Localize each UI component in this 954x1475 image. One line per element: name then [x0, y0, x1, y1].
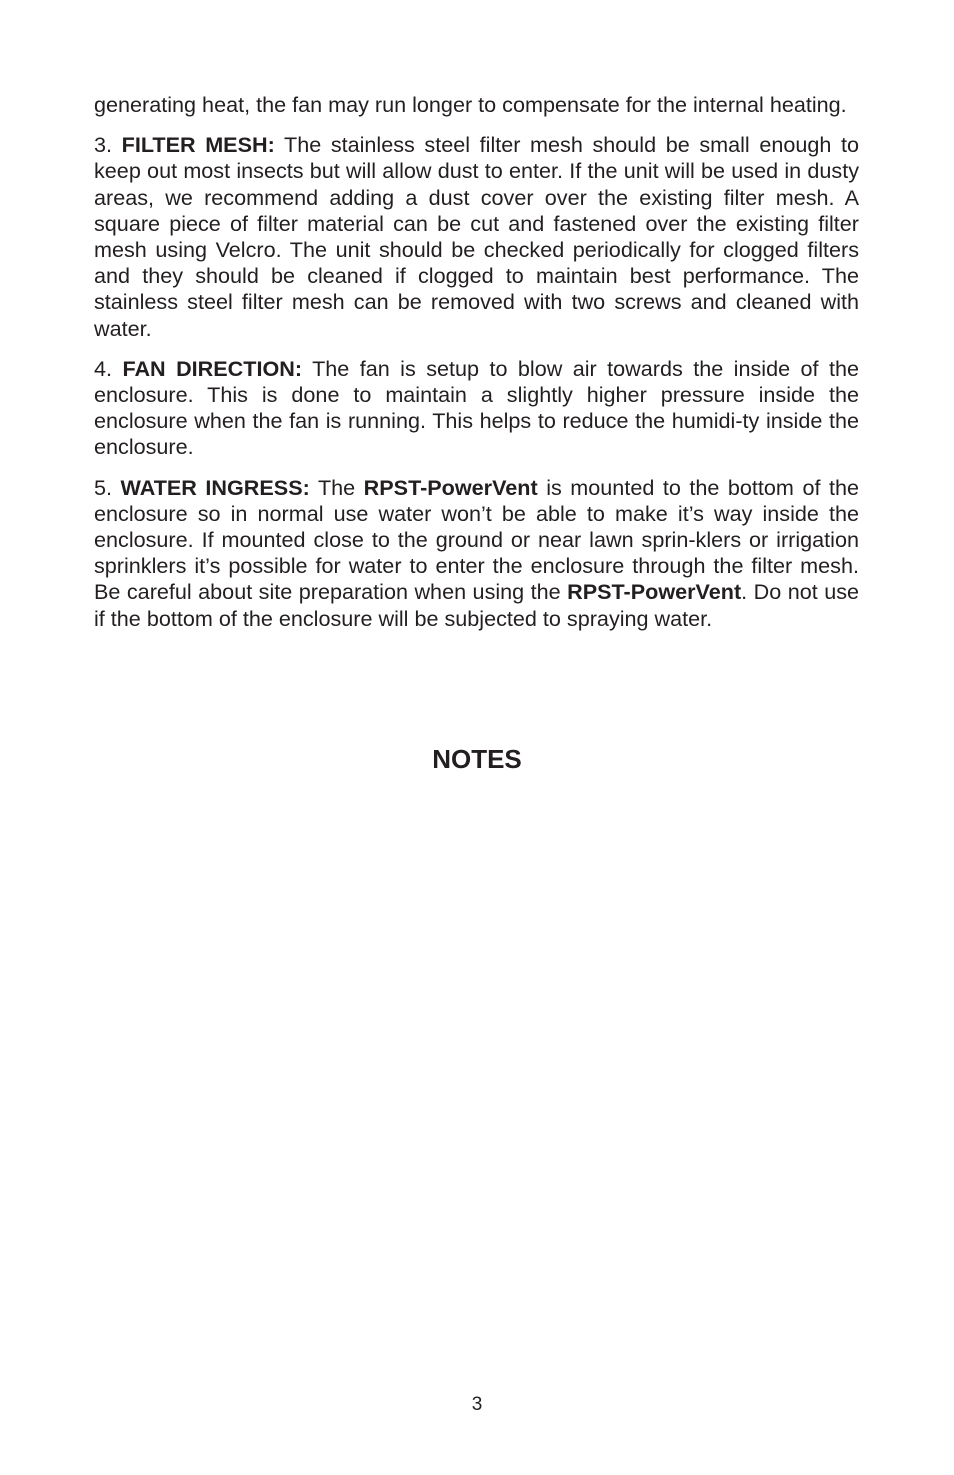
text-segment: generating heat, the fan may run longer to compensate for the internal heating.: [94, 92, 847, 117]
text-segment: The: [309, 474, 364, 500]
notes-heading: NOTES: [432, 744, 522, 774]
paragraph-fan-direction: [94, 356, 859, 461]
text-segment: is mounted to the bottom of the enclosure so in normal use water won’t be able to make it’s way inside the enclosure. If mounted close to the ground or near lawn sprin-klers or irrigation sprinklers it’s possible for water to enter the enclosure through the filter mesh. Be careful about site preparation when using the: [94, 474, 859, 605]
product-name: RPST-PowerVent: [567, 579, 742, 605]
text-segment: The fan is setup to blow air towards the inside of the enclosure. This is done to maintain a slightly higher pressure inside the enclosure when the fan is running. This helps to reduce the humidi-ty inside the enclosure.: [94, 355, 859, 460]
item-number: 5.: [94, 474, 121, 500]
page-number: 3: [471, 1394, 483, 1415]
text-segment: The stainless steel filter mesh should be small enough to keep out most insects but will allow dust to enter. If the unit will be used in dusty areas, we recommend adding a dust cover over the existing filter mesh. A square piece of filter material can be cut and fastened over the existing filter mesh using Velcro. The unit should be checked periodically for clogged filters and they should be cleaned if clogged to maintain best performance. The stainless steel filter mesh can be removed with two screws and cleaned with water.: [94, 132, 859, 341]
product-name: RPST-PowerVent: [363, 474, 538, 500]
text-segment: . Do not use if the bottom of the enclosure will be subjected to spraying water.: [94, 579, 860, 631]
body-text: [94, 92, 859, 646]
item-number: 3.: [94, 132, 122, 158]
paragraph-filter-mesh: [94, 132, 859, 342]
item-heading: FAN DIRECTION:: [122, 355, 303, 381]
item-heading: WATER INGRESS:: [120, 474, 310, 500]
item-number: 4.: [94, 355, 123, 381]
paragraph-water-ingress: [94, 475, 859, 632]
item-heading: FILTER MESH:: [121, 132, 275, 158]
paragraph-cooling-continued: [94, 92, 859, 118]
